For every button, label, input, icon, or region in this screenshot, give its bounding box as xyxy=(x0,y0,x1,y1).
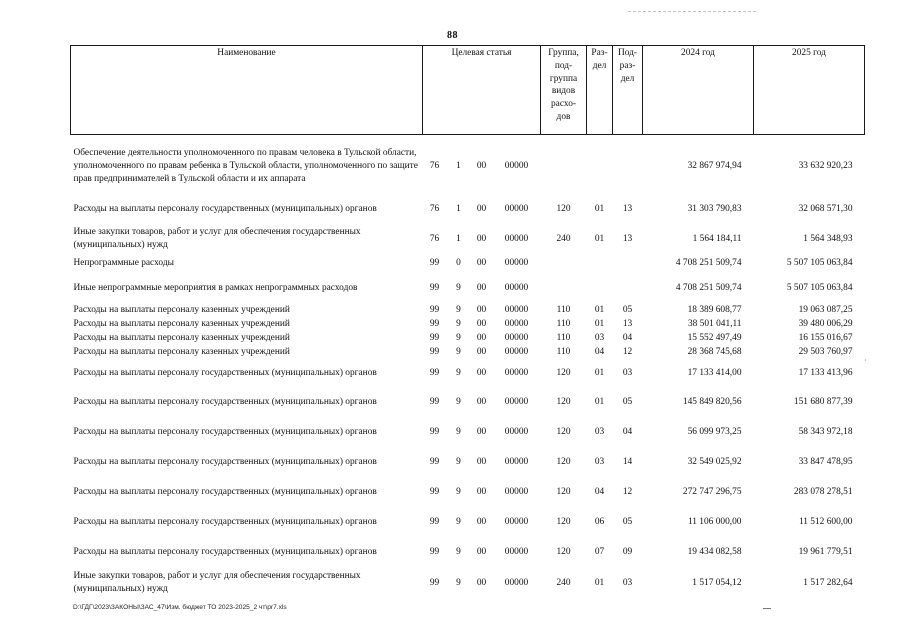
cell-name: Расходы на выплаты персоналу государственных (муниципальных) органов xyxy=(73,487,377,498)
cell-subsection: 05 xyxy=(622,305,633,316)
cell-section: 03 xyxy=(594,427,605,438)
cell-name: Расходы на выплаты персоналу государственных (муниципальных) органов xyxy=(73,204,377,215)
header-name: Наименование xyxy=(71,46,423,135)
table-row xyxy=(71,508,865,538)
cell-target-4: 00000 xyxy=(504,368,529,379)
cell-target-4: 00000 xyxy=(504,577,529,588)
cell-target-2: 9 xyxy=(456,305,461,316)
cell-group: 120 xyxy=(556,487,571,498)
cell-group: 120 xyxy=(556,457,571,468)
table-row xyxy=(71,225,865,254)
table-row xyxy=(71,538,865,568)
footer-file-path: D:\ГДГ\2023\ЗАКОНЫ\ЗАС_47\Изм. бюджет ТО 2023-2025_2 чт\pr7.xls xyxy=(73,604,287,611)
cell-target-2: 9 xyxy=(456,347,461,358)
cell-target-1: 99 xyxy=(429,305,440,316)
table-row xyxy=(71,360,865,388)
cell-amount-2024: 145 849 820,56 xyxy=(682,397,742,408)
cell-subsection xyxy=(613,135,643,195)
cell-amount-2024: 4 708 251 509,74 xyxy=(675,258,742,269)
cell-target-2: 9 xyxy=(456,457,461,468)
header-section xyxy=(587,46,613,135)
cell-amount-2024: 17 133 414,00 xyxy=(687,368,742,379)
cell-target-1: 99 xyxy=(429,283,440,294)
table-row xyxy=(71,388,865,418)
cell-target-2: 0 xyxy=(456,258,461,269)
cell-amount-2024: 4 708 251 509,74 xyxy=(675,283,742,294)
cell-target-3: 00 xyxy=(476,204,487,215)
cell-target-1: 99 xyxy=(429,397,440,408)
cell-group: 120 xyxy=(556,368,571,379)
cell-section: 04 xyxy=(594,347,605,358)
cell-target-2: 9 xyxy=(456,427,461,438)
cell-name: Расходы на выплаты персоналу казенных учреждений xyxy=(73,305,290,316)
cell-group: 120 xyxy=(556,397,571,408)
cell-target-1: 99 xyxy=(429,368,440,379)
cell-target-4: 00000 xyxy=(504,160,529,171)
table-row xyxy=(71,478,865,508)
cell-target-4: 00000 xyxy=(504,233,529,244)
cell-target-2: 9 xyxy=(456,319,461,330)
cell-amount-2025: 11 512 600,00 xyxy=(798,517,853,528)
table-row xyxy=(71,135,865,195)
cell-target-2: 9 xyxy=(456,487,461,498)
cell-amount-2024: 19 434 082,58 xyxy=(687,547,742,558)
cell-amount-2025: 58 343 972,18 xyxy=(798,427,853,438)
cell-subsection: 05 xyxy=(622,517,633,528)
cell-name: Иные закупки товаров, работ и услуг для обеспечения государственных (муниципальных) нужд xyxy=(73,571,361,594)
cell-target-3: 00 xyxy=(476,368,487,379)
cell-amount-2025: 1 517 282,64 xyxy=(803,577,853,588)
cell-name: Расходы на выплаты персоналу государственных (муниципальных) органов xyxy=(73,368,377,379)
cell-amount-2025: 19 063 087,25 xyxy=(798,305,853,316)
cell-name: Непрограммные расходы xyxy=(73,258,174,269)
cell-target-4: 00000 xyxy=(504,427,529,438)
header-year-2024: 2024 год xyxy=(643,46,754,135)
cell-target-4: 00000 xyxy=(504,347,529,358)
cell-section: 01 xyxy=(594,577,605,588)
cell-subsection: 13 xyxy=(622,204,633,215)
cell-target-3: 00 xyxy=(476,397,487,408)
cell-subsection: 03 xyxy=(622,577,633,588)
cell-section xyxy=(587,254,613,274)
cell-group: 120 xyxy=(556,517,571,528)
cell-target-4: 00000 xyxy=(504,258,529,269)
cell-amount-2025: 17 133 413,96 xyxy=(798,368,853,379)
cell-target-2: 9 xyxy=(456,368,461,379)
cell-name: Расходы на выплаты персоналу государственных (муниципальных) органов xyxy=(73,397,377,408)
cell-group: 110 xyxy=(556,305,571,316)
cell-target-2: 9 xyxy=(456,283,461,294)
cell-amount-2025: 5 507 105 063,84 xyxy=(786,258,853,269)
cell-subsection: 09 xyxy=(622,547,633,558)
scan-dot: · xyxy=(864,356,867,365)
cell-subsection: 04 xyxy=(622,427,633,438)
cell-section: 01 xyxy=(594,204,605,215)
cell-target-1: 76 xyxy=(429,160,440,171)
cell-amount-2025: 33 847 478,95 xyxy=(798,457,853,468)
cell-subsection: 04 xyxy=(622,333,633,344)
cell-subsection: 05 xyxy=(622,397,633,408)
table-row xyxy=(71,346,865,360)
cell-amount-2024: 32 867 974,94 xyxy=(687,160,742,171)
cell-amount-2025: 16 155 016,67 xyxy=(798,333,853,344)
header-target-article: Целевая статья xyxy=(423,46,541,135)
cell-target-2: 1 xyxy=(456,233,461,244)
cell-section: 01 xyxy=(594,319,605,330)
cell-name: Расходы на выплаты персоналу казенных учреждений xyxy=(73,347,290,358)
cell-name: Иные закупки товаров, работ и услуг для обеспечения государственных (муниципальных) нужд xyxy=(73,227,361,250)
cell-target-2: 9 xyxy=(456,517,461,528)
cell-group: 110 xyxy=(556,319,571,330)
cell-section xyxy=(587,135,613,195)
footer-mark xyxy=(763,608,771,609)
header-group xyxy=(541,46,587,135)
budget-table xyxy=(70,45,865,599)
cell-group: 240 xyxy=(556,577,571,588)
table-row xyxy=(71,318,865,332)
table-row xyxy=(71,448,865,478)
cell-target-1: 99 xyxy=(429,333,440,344)
cell-target-4: 00000 xyxy=(504,204,529,215)
cell-target-1: 99 xyxy=(429,258,440,269)
cell-target-3: 00 xyxy=(476,347,487,358)
cell-amount-2024: 1 564 184,11 xyxy=(692,233,742,244)
cell-amount-2024: 272 747 296,75 xyxy=(682,487,742,498)
cell-target-2: 9 xyxy=(456,333,461,344)
cell-group: 120 xyxy=(556,427,571,438)
cell-section: 06 xyxy=(594,517,605,528)
cell-target-3: 00 xyxy=(476,547,487,558)
cell-group xyxy=(541,254,587,274)
cell-amount-2025: 283 078 278,51 xyxy=(793,487,853,498)
cell-amount-2025: 151 680 877,39 xyxy=(793,397,853,408)
header-subsection-text: Под- раз- дел xyxy=(617,48,638,84)
cell-target-4: 00000 xyxy=(504,397,529,408)
cell-target-2: 9 xyxy=(456,547,461,558)
cell-target-1: 76 xyxy=(429,233,440,244)
cell-target-2: 1 xyxy=(456,160,461,171)
cell-name: Обеспечение деятельности уполномоченного по правам человека в Тульской области, уполномоченного по правам ребенка в Тульской области, уполномоченного по защите прав предпринимателей в Тульской области и их аппарата xyxy=(73,148,418,184)
cell-amount-2024: 18 389 608,77 xyxy=(687,305,742,316)
cell-section: 07 xyxy=(594,547,605,558)
table-row xyxy=(71,418,865,448)
cell-target-2: 9 xyxy=(456,397,461,408)
cell-amount-2024: 11 106 000,00 xyxy=(687,517,742,528)
cell-group xyxy=(541,274,587,304)
cell-target-3: 00 xyxy=(476,258,487,269)
cell-target-1: 99 xyxy=(429,487,440,498)
cell-amount-2024: 1 517 054,12 xyxy=(692,577,742,588)
cell-target-2: 9 xyxy=(456,577,461,588)
cell-subsection: 13 xyxy=(622,319,633,330)
table-row xyxy=(71,195,865,225)
cell-target-1: 99 xyxy=(429,577,440,588)
cell-group: 110 xyxy=(556,347,571,358)
cell-amount-2025: 5 507 105 063,84 xyxy=(786,283,853,294)
cell-name: Расходы на выплаты персоналу государственных (муниципальных) органов xyxy=(73,547,377,558)
cell-amount-2024: 31 303 790,83 xyxy=(687,204,742,215)
cell-target-3: 00 xyxy=(476,577,487,588)
cell-name: Иные непрограммные мероприятия в рамках непрограммных расходов xyxy=(73,283,358,294)
cell-group: 120 xyxy=(556,547,571,558)
cell-amount-2024: 56 099 973,25 xyxy=(687,427,742,438)
cell-target-3: 00 xyxy=(476,319,487,330)
table-row xyxy=(71,274,865,304)
cell-target-2: 1 xyxy=(456,204,461,215)
cell-subsection: 12 xyxy=(622,487,633,498)
cell-amount-2024: 15 552 497,49 xyxy=(687,333,742,344)
cell-target-1: 99 xyxy=(429,319,440,330)
scan-artifact xyxy=(628,11,756,16)
cell-section: 01 xyxy=(594,305,605,316)
page-number: 88 xyxy=(447,30,458,41)
cell-group xyxy=(541,135,587,195)
cell-section: 01 xyxy=(594,368,605,379)
cell-amount-2024: 32 549 025,92 xyxy=(687,457,742,468)
cell-target-1: 99 xyxy=(429,347,440,358)
header-section-text: Раз- дел xyxy=(591,48,608,71)
cell-amount-2025: 32 068 571,30 xyxy=(798,204,853,215)
cell-amount-2025: 19 961 779,51 xyxy=(798,547,853,558)
cell-target-4: 00000 xyxy=(504,283,529,294)
cell-target-3: 00 xyxy=(476,305,487,316)
cell-name: Расходы на выплаты персоналу государственных (муниципальных) органов xyxy=(73,427,377,438)
cell-section: 03 xyxy=(594,457,605,468)
cell-target-4: 00000 xyxy=(504,487,529,498)
cell-target-4: 00000 xyxy=(504,547,529,558)
cell-amount-2024: 28 368 745,68 xyxy=(687,347,742,358)
cell-subsection: 12 xyxy=(622,347,633,358)
cell-name: Расходы на выплаты персоналу государственных (муниципальных) органов xyxy=(73,517,377,528)
table-body xyxy=(71,135,865,599)
cell-subsection: 03 xyxy=(622,368,633,379)
header-year-2025: 2025 год xyxy=(754,46,865,135)
cell-target-3: 00 xyxy=(476,233,487,244)
cell-target-4: 00000 xyxy=(504,517,529,528)
cell-target-3: 00 xyxy=(476,457,487,468)
cell-amount-2025: 33 632 920,23 xyxy=(798,160,853,171)
table-row xyxy=(71,568,865,599)
cell-section xyxy=(587,274,613,304)
cell-target-1: 99 xyxy=(429,547,440,558)
cell-target-1: 99 xyxy=(429,427,440,438)
cell-name: Расходы на выплаты персоналу казенных учреждений xyxy=(73,333,290,344)
header-subsection xyxy=(613,46,643,135)
cell-target-1: 76 xyxy=(429,204,440,215)
cell-name: Расходы на выплаты персоналу государственных (муниципальных) органов xyxy=(73,457,377,468)
cell-target-3: 00 xyxy=(476,517,487,528)
cell-section: 04 xyxy=(594,487,605,498)
table-row xyxy=(71,254,865,274)
cell-section: 03 xyxy=(594,333,605,344)
cell-subsection: 14 xyxy=(622,457,633,468)
cell-amount-2025: 1 564 348,93 xyxy=(803,233,853,244)
cell-subsection: 13 xyxy=(622,233,633,244)
table-header-row xyxy=(71,46,865,135)
cell-target-4: 00000 xyxy=(504,457,529,468)
cell-group: 110 xyxy=(556,333,571,344)
cell-group: 120 xyxy=(556,204,571,215)
cell-target-3: 00 xyxy=(476,283,487,294)
cell-target-4: 00000 xyxy=(504,305,529,316)
table-row xyxy=(71,332,865,346)
cell-subsection xyxy=(613,254,643,274)
cell-amount-2024: 38 501 041,11 xyxy=(687,319,742,330)
cell-target-3: 00 xyxy=(476,427,487,438)
cell-amount-2025: 39 480 006,29 xyxy=(798,319,853,330)
cell-target-1: 99 xyxy=(429,457,440,468)
cell-target-3: 00 xyxy=(476,487,487,498)
cell-target-4: 00000 xyxy=(504,319,529,330)
header-group-text: Группа, под- группа видов расхо- дов xyxy=(548,48,579,122)
cell-target-1: 99 xyxy=(429,517,440,528)
cell-name: Расходы на выплаты персоналу казенных учреждений xyxy=(73,319,290,330)
cell-target-3: 00 xyxy=(476,333,487,344)
cell-target-4: 00000 xyxy=(504,333,529,344)
table-row xyxy=(71,304,865,318)
cell-amount-2025: 29 503 760,97 xyxy=(798,347,853,358)
cell-target-3: 00 xyxy=(476,160,487,171)
cell-group: 240 xyxy=(556,233,571,244)
cell-section: 01 xyxy=(594,233,605,244)
cell-subsection xyxy=(613,274,643,304)
cell-section: 01 xyxy=(594,397,605,408)
